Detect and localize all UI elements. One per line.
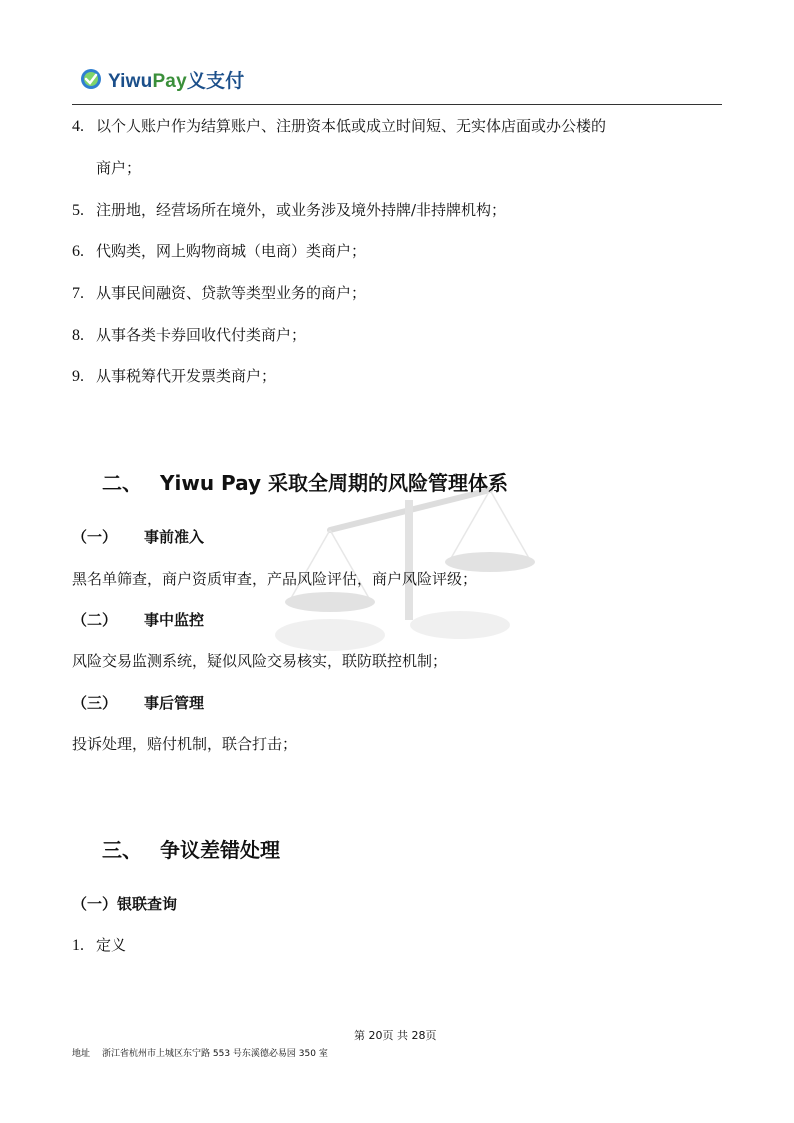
subsection-heading: （一）银联查询 xyxy=(72,895,178,913)
check-shield-icon xyxy=(80,68,102,90)
paragraph: 投诉处理，赔付机制，联合打击； xyxy=(72,735,298,753)
list-item: 8. 从事各类卡券回收代付类商户； xyxy=(72,326,307,344)
list-item: 6. 代购类，网上购物商城（电商）类商户； xyxy=(72,242,367,260)
scale-watermark-image xyxy=(250,470,550,660)
list-item: 4. 以个人账户作为结算账户、注册资本低或成立时间短、无实体店面或办公楼的 xyxy=(72,117,607,135)
list-item: 9. 从事税筹代开发票类商户； xyxy=(72,367,277,385)
brand-logo xyxy=(80,64,244,94)
section-heading: 三、 争议差错处理 xyxy=(102,838,280,862)
paragraph: 黑名单筛查，商户资质审查，产品风险评估，商户风险评级； xyxy=(72,570,478,588)
subsection-heading: （三） 事后管理 xyxy=(72,694,205,712)
list-item: 5. 注册地，经营场所在境外，或业务涉及境外持牌/非持牌机构； xyxy=(72,201,507,219)
header-divider xyxy=(72,104,722,105)
section-heading: 二、 Yiwu Pay 采取全周期的风险管理体系 xyxy=(102,471,509,495)
footer-address: 地址 浙江省杭州市上城区东宁路 553 号东溪德必易园 350 室 xyxy=(72,1049,328,1059)
list-item-continuation: 商户； xyxy=(96,159,142,177)
subsection-heading: （一） 事前准入 xyxy=(72,528,205,546)
logo-text: YiwuPay义支付 xyxy=(108,70,245,92)
list-item: 7. 从事民间融资、贷款等类型业务的商户； xyxy=(72,284,367,302)
subsection-heading: （二） 事中监控 xyxy=(72,611,205,629)
list-item: 1. 定义 xyxy=(72,936,127,954)
page-number: 第 20页 共 28页 xyxy=(354,1029,437,1042)
paragraph: 风险交易监测系统，疑似风险交易核实，联防联控机制； xyxy=(72,652,448,670)
